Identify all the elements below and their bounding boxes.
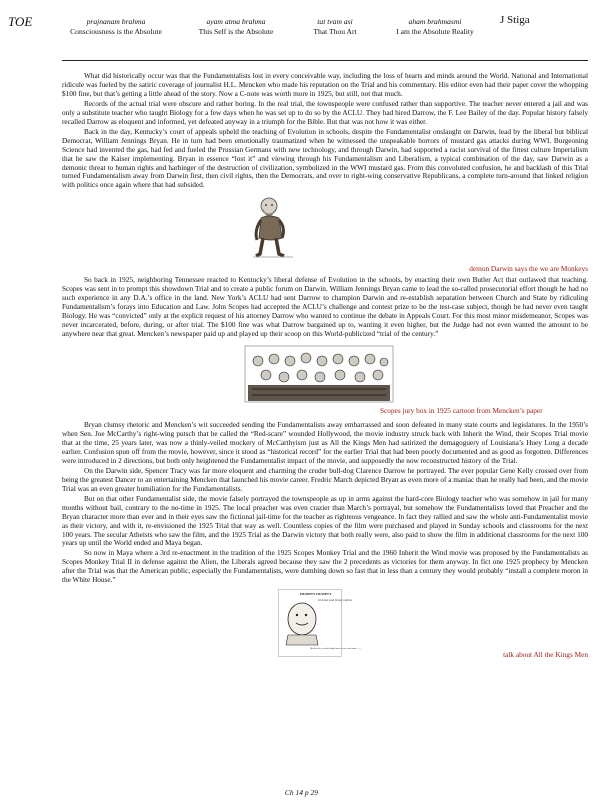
cartoon-title: HUMPTY DUMPTY <box>300 592 332 597</box>
paragraph-8: So now in Maya where a 3rd re-enactment in the tradition of the 1925 Scopes Monkey Trial and the 1960 Inherit the Wind movie was proposed by the Fundamentalists as Scopes Monkey Trial II in defense against the Alien, the Liberals agreed because they saw the 2 precedents as victories for them anyway. In fict one 1925 prophecy by Mencken after the Trial was that the American public, especially the Fundamentalists, were dumbing down so fast that in less than a century they would probably “install a complete moron in the White House.” <box>62 549 588 585</box>
header-sanskrit-3: tat tvam asi <box>317 17 353 26</box>
header-sanskrit-1: prajnanam brahma <box>86 17 146 26</box>
jury-caption: Scopes jury box in 1925 cartoon from Mencken’s paper <box>380 406 543 416</box>
page-footer: Ch 14 p 29 <box>284 788 319 797</box>
darwin-monkey-figure <box>62 194 588 276</box>
header-sanskrit-4: aham brahmasmi <box>408 17 462 26</box>
page-content <box>62 72 588 663</box>
paragraph-5: Bryan clumsy rhetoric and Mencken’s wit succeeded sending the Fundamentalists away embarrassed and soon defeated in many state courts and legislatures. In the 1950’s when Sen. Joe McCarthy’s right-wing putsch that he called the “Red-scare” wounded Hollywood, the movie industry struck back with Inherit the Wind, their Scopes Trial movie that at the time, 25 years later, was now a thinly-veiled mockery of McCarthyism just as All the Kings Men had satirized the demagoguery of Louisiana’s Huey Long a decade earlier. Confusion spun off from the movie, however, since it stood as “historical record” for the earlier Trial that had been poorly documented and as good as forgotten. Differences were introduced in 2 directions, but both only heightened the Fundamentalist impact of the movie, and supposedly the now reconstructed history of the Trial. <box>62 421 588 465</box>
header-english-3: That Thou Art <box>313 27 357 36</box>
humpty-dumpty-cartoon <box>278 589 361 657</box>
paragraph-3: Back in the day, Kentucky’s court of appeals upheld the teaching of Evolution in schools, despite the Fundamentalist onslaught on Darwin, lead by the liberal but biblical Democrat, William Jennings Bryan. He in turn had been emotionally traumatized when he witnessed the unspeakable horrors of mustard gas attacks during WWI. Burgeoning Science had invented the gas, had fed and fueled the Prussian Germans with new technology, and through Darwin, had supported a racist survival of the fittest culture Imperialism that he saw the Kaiser implementing. Bryan in essence “lost it” and viewing through his Fundamentalism and Liberalism, a typical combination of the day, saw Darwin as a demonic threat to human rights and harbinger of the destruction of civilization, symbolized in the WWI mustard gas. From this convoluted confusion, he and backlash of this Trial turned Fundamentalism away from Darwin first, then civil rights, then the Democrats, and over to right-wing conservative Republicans, a complete turn-around that linked religion with politics once again where that had subsided. <box>62 127 588 190</box>
kings-men-caption: talk about All the Kings Men <box>503 650 588 660</box>
header-rule <box>62 60 588 61</box>
paragraph-6: On the Darwin side, Spencer Tracy was far more eloquent and charming the cruder bull-dog Clarence Darrow he portrayed. The ever popular Gene Kelly crossed over from being the greatest Dancer to an entertaining Mencken that launched his movie career. Fredric March depicted Bryan as even more of a maniac than he really had been, and the movie Trial was an even greater humiliation for the Fundamentalists. <box>62 466 588 493</box>
header-column-2 <box>186 17 286 37</box>
header-english-4: I am the Absolute Reality <box>396 27 474 36</box>
header-english-2: This Self is the Absolute <box>198 27 274 36</box>
kings-men-figure <box>62 589 588 663</box>
paragraph-1: What did historically occur was that the Fundamentalists lost in every conceivable way, including the loss of hearts and minds around the World. National and International ridicule was fueled by the satiric coverage of journalist H.L. Mencken who made his reputation on the Trial and his commentary. His editor even had their paper cover the whopping $100 fine, but that’s getting a little ahead of the story. Now a C-note was worth more in 1925, but still, not that much. <box>62 72 588 98</box>
header-author: J Stiga <box>500 14 530 26</box>
paragraph-7: But on that other Fundamentalist side, the movie falsely portrayed the townspeople as up in arms against the hard-core Biology teacher who was somehow in jail for many months without bail, contrary to the no-time in 1925. The local preacher was even crazier than March’s portrayal, but somehow the Fundamentalists loved that Preacher and the Bryan character more than ever and in their eyes saw the fictional jail-time for the teacher as righteous vengeance. In fact they rallied and saw the whole anti-Fundamentalist movie as their victory, and with it, re-envisioned the 1925 Trial that way as well. Countless copies of the film were purchased and played in Sunday schools and classrooms for the next 100 years. The secular Atheists who saw the film, and the 1925 Trial as the Darwin victory that both really were, also paid to show the film in additional classrooms for the next 100 years up until the World ended and Maya began. <box>62 494 588 548</box>
jury-box-figure <box>62 345 588 419</box>
cartoon-top-text: at his best point in long coalition <box>318 599 353 603</box>
paragraph-4: So back in 1925, neighboring Tennessee reacted to Kentucky’s liberal defense of Evolution in the schools, by enacting their own Butler Act that outlawed that teaching. Scopes was sent in to prompt this showdown Trial and to create a public forum on Darwin. William Jennings Bryan came to lead the so-called prosecutorial effort though he had no such experience in any D.A.’s office in the land. New York’s ACLU had sent Darrow to champion Darwin and re-establish separation between Church and State by ridiculing Fundamentalism’s forays into Education and Law. John Scopes had accepted the ACLU’s challenge and contest prize to be the test-case subject, though he had never even taught Biology. He was “convicted” only at the explicit request of his attorney Darrow who wanted to continue the debate in Appeals Court. For this most minor misdemeanor, Scopes was never incarcerated, before, during, or after trial. The $100 fine was what Darrow bargained up to, wanting it even higher, but the Judge had not even wanted the amount to be anywhere near that great. Mencken’s newspaper paid up and played up their scoop on this World-publicized “trial of the century.” <box>62 276 588 339</box>
cartoon-bottom-text: (Really they would budget more leaves and more ...) <box>310 647 361 651</box>
monkey-caption: demon Darwin says the we are Monkeys <box>469 264 588 274</box>
jury-box-cartoon <box>244 345 394 403</box>
header-column-3 <box>290 17 380 37</box>
page-header <box>8 14 593 54</box>
header-toe: TOE <box>8 14 33 29</box>
header-column-1 <box>66 17 166 37</box>
header-column-4 <box>376 17 494 37</box>
paragraph-2: Records of the actual trial were obscure and rather boring. In the real trial, the townspeople were confused rather than supportive. The teacher never entered a jail and was only a substitute teacher who taught Biology for a few days when he was set up to do so by the ACLU. They had hired Darrow, the F. Lee Bailey of the day. Popular history falsely recalled Darrow as eloquent and informed, yet defeated anyway in a triumph for the Bible. But that was not how it was either. <box>62 99 588 126</box>
darwin-monkey-illustration <box>249 194 297 260</box>
header-english-1: Consciousness is the Absolute <box>70 27 162 36</box>
header-sanskrit-2: ayam atma brahma <box>206 17 266 26</box>
